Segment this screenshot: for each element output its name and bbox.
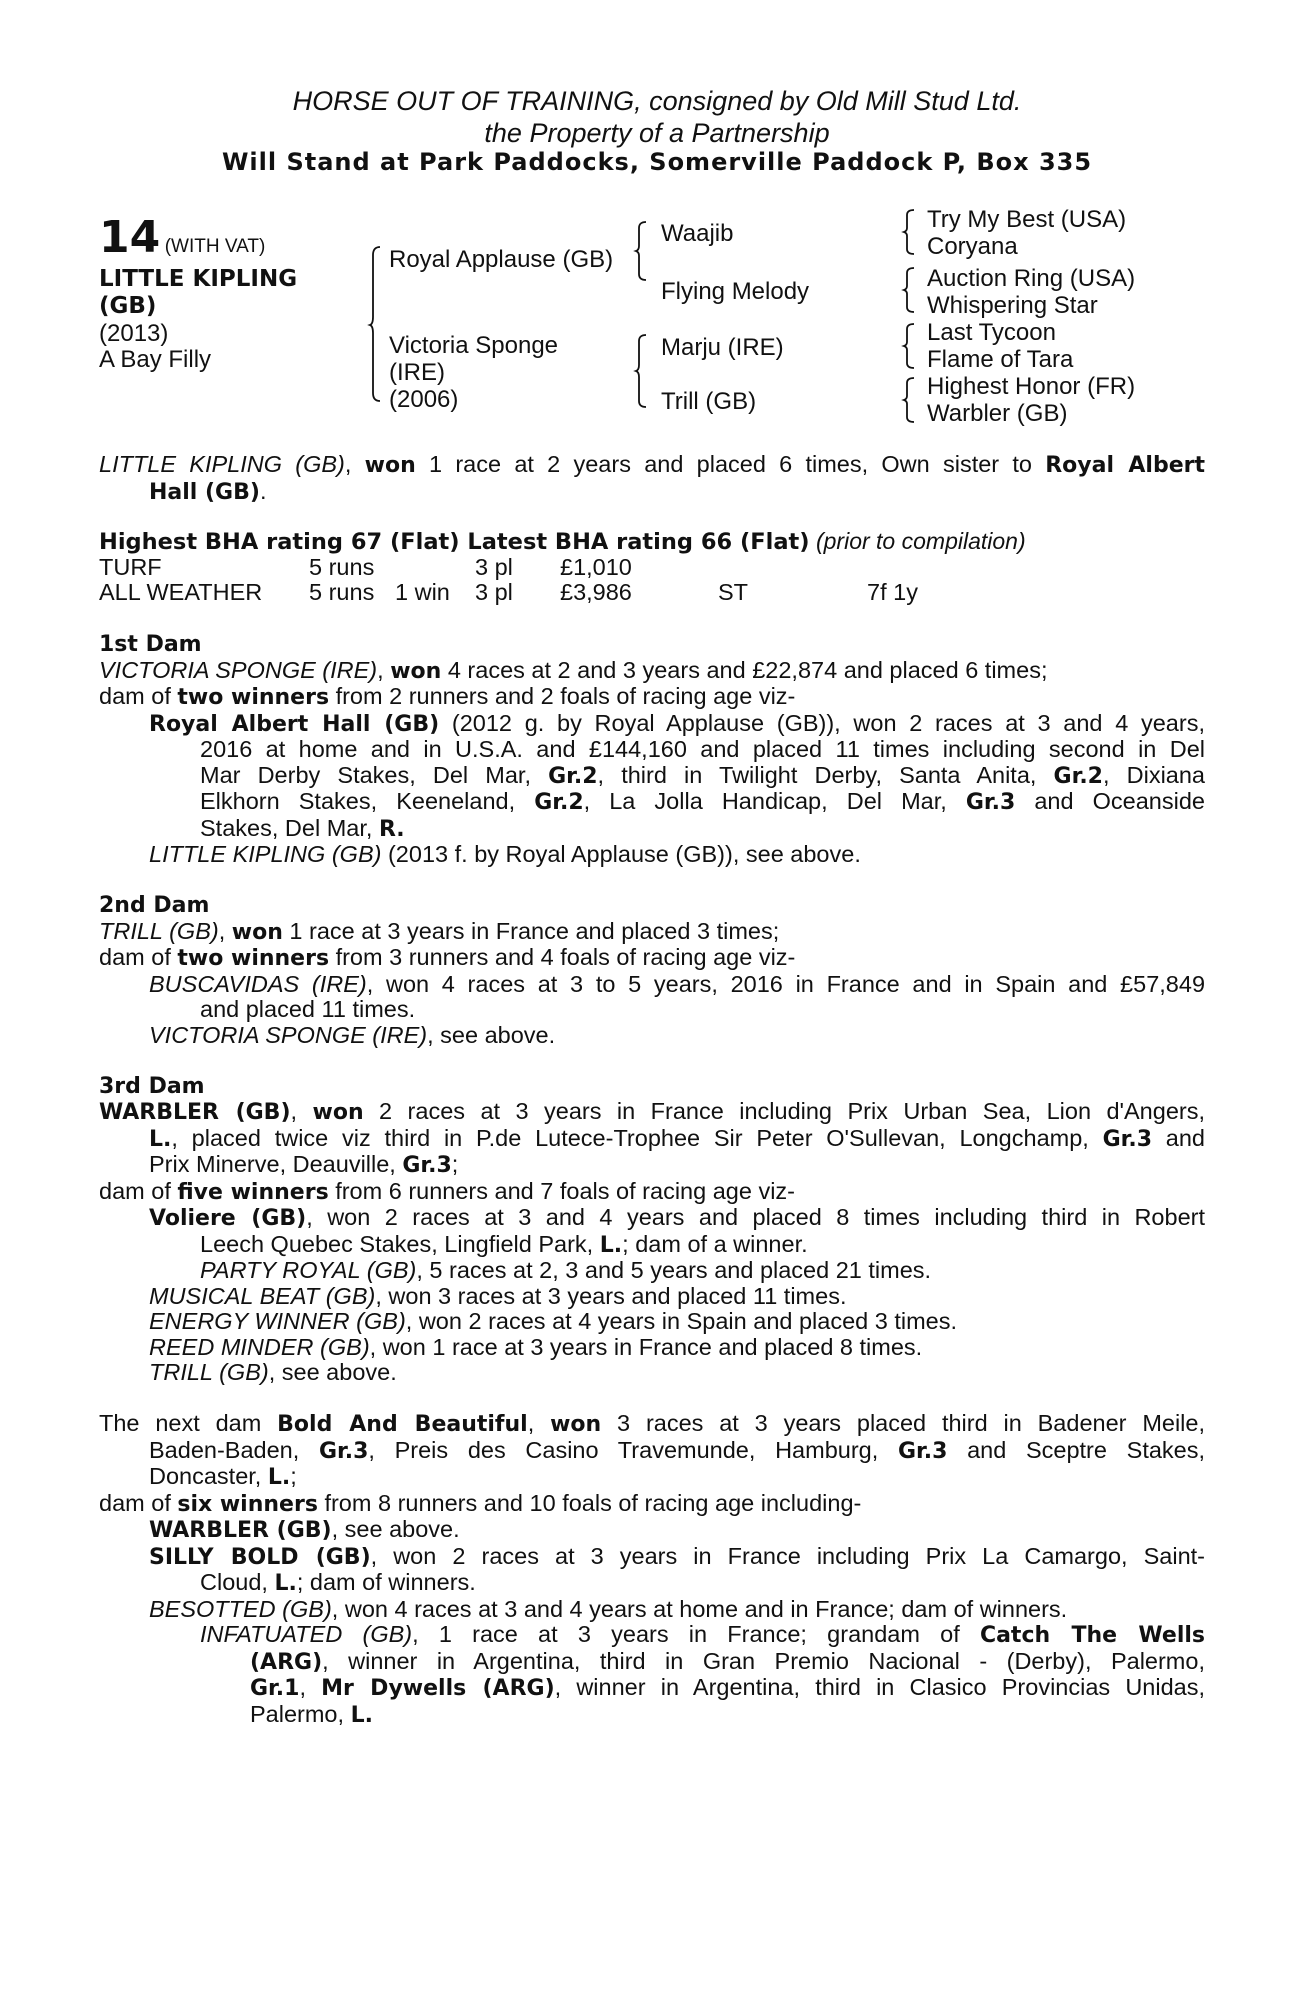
next-dam-line: The next dam Bold And Beautiful, won 3 races at 3 years placed third in Badener Meile, [99, 1410, 1206, 1437]
first-dam-foal-line: Royal Albert Hall (GB) (2012 g. by Royal Applause (GB)), won 2 races at 3 and 4 years, [149, 709, 1205, 737]
rating-bold: Highest BHA rating 67 (Flat) Latest BHA rating 66 (Flat) [99, 529, 810, 555]
summary-text: 1 race at 2 years and placed 6 times, Own sister to [415, 451, 1046, 477]
pedigree-gen3-6: Flame of Tara [927, 346, 1074, 373]
stats-going [718, 555, 867, 580]
second-dam-heading: 2nd Dam [99, 893, 210, 918]
second-dam-produce: dam of two winners from 3 runners and 4 foals of racing age viz- [99, 944, 796, 971]
stats-wins [395, 555, 475, 580]
stats-runs: 5 runs [309, 554, 375, 580]
first-dam-foal-line: Mar Derby Stakes, Del Mar, Gr.2, third in Twilight Derby, Santa Anita, Gr.2, Dixiana [200, 761, 1206, 789]
third-dam-foal-line: TRILL (GB), see above. [149, 1359, 397, 1385]
stats-row-turf [99, 555, 918, 580]
pedigree-bracket-flying-melody [904, 266, 916, 314]
next-dam-foal-line: (ARG), winner in Argentina, third in Gran Premio Nacional - (Derby), Palermo, [250, 1647, 1205, 1675]
pedigree-gen3-4: Whispering Star [927, 292, 1098, 319]
lot-vat: (WITH VAT) [164, 236, 266, 257]
first-dam-produce: dam of two winners from 2 runners and 2 foals of racing age viz- [99, 683, 796, 710]
first-dam-heading: 1st Dam [99, 632, 202, 657]
pedigree-dam-sire: Marju (IRE) [661, 334, 784, 361]
lot-heading [99, 212, 265, 263]
stats-wins: 1 win [395, 579, 450, 605]
stats-distance [867, 555, 918, 580]
pedigree-dam-line3: (2006) [389, 386, 459, 413]
header-location: Will Stand at Park Paddocks, Somerville Paddock P, Box 335 [221, 148, 1093, 176]
pedigree-dam-line2: (IRE) [389, 359, 445, 386]
stats-prize: £1,010 [560, 554, 632, 580]
rating-note: (prior to compilation) [815, 528, 1026, 554]
stats-table [99, 555, 918, 605]
third-dam-line: WARBLER (GB), won 2 races at 3 years in France including Prix Urban Sea, Lion d'Angers, [99, 1098, 1205, 1125]
summary-dot: . [259, 477, 267, 504]
first-dam-foal-line: Stakes, Del Mar, R. [200, 814, 405, 842]
second-dam-foal-line: BUSCAVIDAS (IRE), won 4 races at 3 to 5 years, 2016 in France and in Spain and £57,849 [149, 970, 1206, 997]
pedigree-dam-dam: Trill (GB) [661, 388, 757, 415]
third-dam-foal-line: ENERGY WINNER (GB), won 2 races at 4 years in Spain and placed 3 times. [149, 1308, 958, 1334]
pedigree-gen3-5: Last Tycoon [927, 319, 1056, 346]
stats-placed: 3 pl [475, 579, 513, 605]
pedigree-gen3-1: Try My Best (USA) [927, 206, 1127, 233]
summary-horse: LITTLE KIPLING (GB) [99, 451, 345, 477]
first-dam-foal-line: Elkhorn Stakes, Keeneland, Gr.2, La Jolla Handicap, Del Mar, Gr.3 and Oceanside [200, 788, 1205, 815]
horse-year: (2013) [99, 320, 169, 347]
first-dam-foal-line: 2016 at home and in U.S.A. and £144,160 and placed 11 times including second in Del [200, 736, 1205, 762]
third-dam-heading: 3rd Dam [99, 1073, 205, 1099]
stats-row-all-weather [99, 580, 918, 605]
pedigree-bracket-dam [636, 333, 648, 409]
third-dam-foal-line: REED MINDER (GB), won 1 race at 3 years in France and placed 8 times. [149, 1333, 923, 1360]
third-dam-foal-line: MUSICAL BEAT (GB), won 3 races at 3 years and placed 11 times. [149, 1282, 847, 1309]
next-dam-foal-line: BESOTTED (GB), won 4 races at 3 and 4 years at home and in France; dam of winners. [149, 1595, 1068, 1622]
next-dam-line: Doncaster, L.; [149, 1463, 297, 1490]
family-sections [99, 632, 1205, 1728]
pedigree-bracket-main [370, 245, 382, 405]
third-dam-line: Prix Minerve, Deauville, Gr.3; [149, 1151, 459, 1178]
next-dam-foal-line: SILLY BOLD (GB), won 2 races at 3 years in France including Prix La Camargo, Saint- [149, 1542, 1205, 1570]
pedigree-sire-sire: Waajib [661, 220, 734, 247]
first-dam-line: VICTORIA SPONGE (IRE), won 4 races at 2 and 3 years and £22,874 and placed 6 times; [99, 656, 1048, 684]
pedigree-sire: Royal Applause (GB) [389, 246, 614, 273]
second-dam-foal-line: VICTORIA SPONGE (IRE), see above. [149, 1021, 556, 1048]
horse-name-line1: LITTLE KIPLING [99, 266, 298, 292]
stats-prize: £3,986 [560, 579, 632, 605]
horse-name-line2: (GB) [99, 293, 157, 319]
horse-description: A Bay Filly [99, 346, 212, 373]
stats-surface: TURF [99, 554, 162, 580]
stats-placed: 3 pl [475, 554, 513, 580]
stats-surface: ALL WEATHER [99, 579, 263, 605]
third-dam-line: L., placed twice viz third in P.de Lutece-Trophee Sir Peter O'Sullevan, Longchamp, Gr.3 and [149, 1124, 1205, 1152]
next-dam-line: Baden-Baden, Gr.3, Preis des Casino Travemunde, Hamburg, Gr.3 and Sceptre Stakes, [149, 1436, 1206, 1464]
next-dam-foal-line: WARBLER (GB), see above. [149, 1516, 460, 1543]
next-dam-foal-line: Gr.1, Mr Dywells (ARG), winner in Argentina, third in Clasico Provincias Unidas, [250, 1674, 1206, 1701]
second-dam-foal-line: and placed 11 times. [200, 996, 416, 1022]
first-dam-foal-line: LITTLE KIPLING (GB) (2013 f. by Royal Applause (GB)), see above. [149, 841, 861, 867]
third-dam-foal-line: Leech Quebec Stakes, Lingfield Park, L.; dam of a winner. [200, 1230, 808, 1258]
header-consignor: HORSE OUT OF TRAINING, consigned by Old Mill Stud Ltd. [292, 86, 1022, 116]
pedigree-gen3-2: Coryana [927, 233, 1018, 260]
header-property: the Property of a Partnership [484, 118, 830, 148]
pedigree-dam-line1: Victoria Sponge [389, 332, 559, 359]
lot-number: 14 [99, 212, 161, 263]
next-dam-produce: dam of six winners from 8 runners and 10 foals of racing age including- [99, 1489, 862, 1517]
pedigree-gen3-7: Highest Honor (FR) [927, 373, 1136, 400]
pedigree-gen3-3: Auction Ring (USA) [927, 265, 1136, 292]
summary-sister: Royal Albert [1045, 453, 1205, 478]
pedigree-dam [389, 332, 558, 413]
third-dam-foal-line: Voliere (GB), won 2 races at 3 and 4 years and placed 8 times including third in Robert [149, 1204, 1205, 1231]
stats-runs: 5 runs [309, 579, 375, 605]
pedigree-gen3-8: Warbler (GB) [927, 400, 1068, 427]
third-dam-foal-line: PARTY ROYAL (GB), 5 races at 2, 3 and 5 years and placed 21 times. [200, 1257, 932, 1283]
summary-sister-2: Hall (GB) [149, 479, 260, 505]
next-dam-foal-line: Cloud, L.; dam of winners. [200, 1569, 476, 1596]
race-summary: LITTLE KIPLING (GB), won 1 race at 2 years and placed 6 times, Own sister to Royal Albert Hall (GB). [99, 451, 1205, 505]
summary-won: won [364, 453, 416, 478]
rating-line [99, 528, 1026, 555]
pedigree-bracket-trill [904, 376, 916, 424]
pedigree-sire-dam: Flying Melody [661, 278, 810, 305]
second-dam-line: TRILL (GB), won 1 race at 3 years in France and placed 3 times; [99, 917, 780, 945]
stats-going: ST [718, 579, 749, 605]
next-dam-foal-line: Palermo, L. [250, 1700, 373, 1728]
pedigree-bracket-marju [904, 322, 916, 370]
pedigree-bracket-waajib [904, 208, 916, 256]
next-dam-foal-line: INFATUATED (GB), 1 race at 3 years in France; grandam of Catch The Wells [200, 1621, 1205, 1648]
stats-distance: 7f 1y [867, 579, 918, 605]
pedigree-bracket-sire [636, 220, 648, 282]
third-dam-produce: dam of five winners from 6 runners and 7 foals of racing age viz- [99, 1177, 795, 1205]
